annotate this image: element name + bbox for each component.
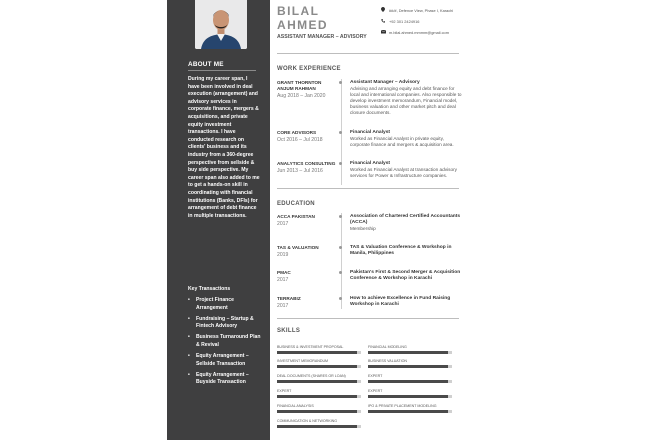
skill-name: BUSINESS & INVESTMENT PROPOSAL <box>277 345 344 349</box>
list-item: • Fundraising – Startup & Fintech Advisory <box>188 316 262 331</box>
skill-name: INVESTMENT MEMORANDUM <box>277 359 329 363</box>
entry-title: Financial Analyst <box>350 161 391 166</box>
skill-item <box>277 419 361 433</box>
contact-block <box>380 5 465 38</box>
skill-bar-fill <box>368 395 448 398</box>
entry-date: 2017 <box>277 221 289 227</box>
contact-email <box>380 27 465 38</box>
entry-org: GRANT THORNTON ANJUM RAHMAN <box>277 80 322 91</box>
skill-bar-fill <box>277 410 357 413</box>
entry-title: Assistant Manager – Advisory <box>350 80 420 85</box>
entry-org: ANALYTICS CONSULTING <box>277 161 336 166</box>
skill-name: FINANCIAL MODELING <box>368 345 407 349</box>
entry-org: TAS & VALUATION <box>277 245 319 250</box>
entry-date: 2017 <box>277 277 289 283</box>
key-transactions-list <box>188 297 262 390</box>
education-title: EDUCATION <box>277 201 315 207</box>
divider <box>277 53 459 54</box>
skill-name: EXPERT <box>368 374 383 378</box>
skill-bar-fill <box>368 365 448 368</box>
entry-description: Membership <box>350 226 376 231</box>
skill-bar-fill <box>368 380 448 383</box>
timeline-dot <box>339 271 342 274</box>
work-entry <box>277 80 462 124</box>
skill-name: FINANCIAL ANALYSIS <box>277 404 314 408</box>
list-item: • Business Turnaround Plan & Revival <box>188 334 262 349</box>
skills-title: SKILLS <box>277 328 301 334</box>
skill-item <box>277 389 361 403</box>
key-transactions-label: Key Transactions <box>188 286 231 292</box>
skill-name: DEAL DOCUMENTS (SHARES OR LOAN) <box>277 374 346 378</box>
list-item: • Equity Arrangement – Buyside Transaction <box>188 372 262 387</box>
contact-phone <box>380 16 465 27</box>
skill-bar-fill <box>277 365 357 368</box>
skill-item <box>368 359 452 373</box>
education-entry <box>277 214 459 238</box>
first-name: BILAL <box>277 4 320 18</box>
skill-item <box>368 374 452 388</box>
location-pin-icon <box>380 7 386 14</box>
entry-description: Worked as Financial Analyst at transaction advisory services for Power & Infrastructure companies. <box>350 167 457 178</box>
divider <box>277 188 459 189</box>
entry-title: Association of Chartered Certified Accountants (ACCA) <box>350 214 461 225</box>
phone-icon <box>380 19 386 25</box>
skill-item <box>368 389 452 403</box>
resume-page <box>167 0 460 440</box>
education-entry <box>277 296 459 314</box>
contact-address <box>380 5 465 16</box>
entry-date: 2019 <box>277 252 289 258</box>
skill-item <box>277 359 361 373</box>
entry-title: How to achieve Excellence in Fund Raising Workshop in Karachi <box>350 296 451 307</box>
entry-org: TERRABIZ <box>277 296 301 301</box>
skill-name: BUSINESS VALUATION <box>368 359 408 363</box>
entry-title: TAS & Valuation Conference & Workshop in Manila, Philippines <box>350 245 452 256</box>
timeline-dot <box>339 246 342 249</box>
skill-item <box>277 345 361 359</box>
person-name <box>277 4 377 32</box>
about-text: During my career span, I have been involved in deal execution (arrangement) and advisory services in corporate finance, mergers & acquisitions, and private equity investment transactions. I have conducted research on clients' business and its industry from a 360-degree perspective from sellside & buy side perspective. My career span also added to me to get a hands-on skill in coordinating with financial institutions (Banks, DFIs) for arrangement of debt finance in multiple transactions. <box>188 76 260 219</box>
skill-bar-fill <box>368 351 448 354</box>
entry-description: Worked as Financial Analyst in private equity, corporate finance and mergers & acquisition area. <box>350 136 454 147</box>
address-text: ##/#, Defence View, Phase I, Karachi <box>389 8 454 13</box>
skill-name: COMMUNICATION & NETWORKING <box>277 419 338 423</box>
entry-title: Financial Analyst <box>350 130 391 135</box>
skill-bar-fill <box>368 410 448 413</box>
entry-org: CORE ADVISORS <box>277 130 317 135</box>
timeline-dot <box>339 81 342 84</box>
skill-name: EXPERT <box>277 389 292 393</box>
divider <box>188 70 256 71</box>
timeline-dot <box>339 215 342 218</box>
skill-bar-fill <box>277 425 357 428</box>
skill-bar-fill <box>277 380 357 383</box>
profile-photo <box>195 0 247 49</box>
work-entry <box>277 130 459 154</box>
entry-date: Oct 2016 – Jul 2018 <box>277 137 323 143</box>
about-title: ABOUT ME <box>188 61 224 68</box>
skill-item <box>277 404 361 418</box>
entry-org: PMAC <box>277 270 291 275</box>
person-avatar-icon <box>195 0 247 49</box>
list-item: • Project Finance Arrangement <box>188 297 262 312</box>
work-entry <box>277 161 459 185</box>
skill-item <box>368 404 452 418</box>
main-content <box>270 0 460 440</box>
envelope-icon <box>380 30 386 36</box>
job-title: ASSISTANT MANAGER – ADVISORY <box>277 34 367 40</box>
skill-name: IPO & PRIVATE PLACEMENT MODELING <box>368 404 437 408</box>
entry-org: ACCA PAKISTAN <box>277 214 315 219</box>
divider <box>277 318 459 319</box>
timeline-dot <box>339 297 342 300</box>
entry-date: Aug 2018 – Jan 2020 <box>277 93 326 99</box>
education-entry <box>277 270 459 288</box>
skill-name: EXPERT <box>368 389 383 393</box>
timeline-dot <box>339 131 342 134</box>
entry-description: Advising and arranging equity and debt finance for local and international companies. Also responsible to develop investment memorandum, Financial model, business valuation and other market pitch and deal closure documents. <box>350 86 462 115</box>
sidebar <box>167 0 270 440</box>
last-name: AHMED <box>277 18 328 32</box>
skill-item <box>368 345 452 359</box>
email-text[interactable]: m.bilal.ahmed.mmmm@gmail.com <box>389 30 449 35</box>
entry-title: Pakistan's First & Second Merger & Acquisition Conference & Workshop in Karachi <box>350 270 461 281</box>
skill-bar-fill <box>277 395 357 398</box>
phone-text: +92 301 2424916 <box>389 19 420 24</box>
list-item: • Equity Arrangement – Sellside Transaction <box>188 353 262 368</box>
timeline-dot <box>339 162 342 165</box>
skill-item <box>277 374 361 388</box>
entry-date: Jun 2013 – Jul 2016 <box>277 168 323 174</box>
entry-date: 2017 <box>277 303 289 309</box>
work-experience-title: WORK EXPERIENCE <box>277 66 341 72</box>
skill-bar-fill <box>277 351 357 354</box>
education-entry <box>277 245 459 263</box>
